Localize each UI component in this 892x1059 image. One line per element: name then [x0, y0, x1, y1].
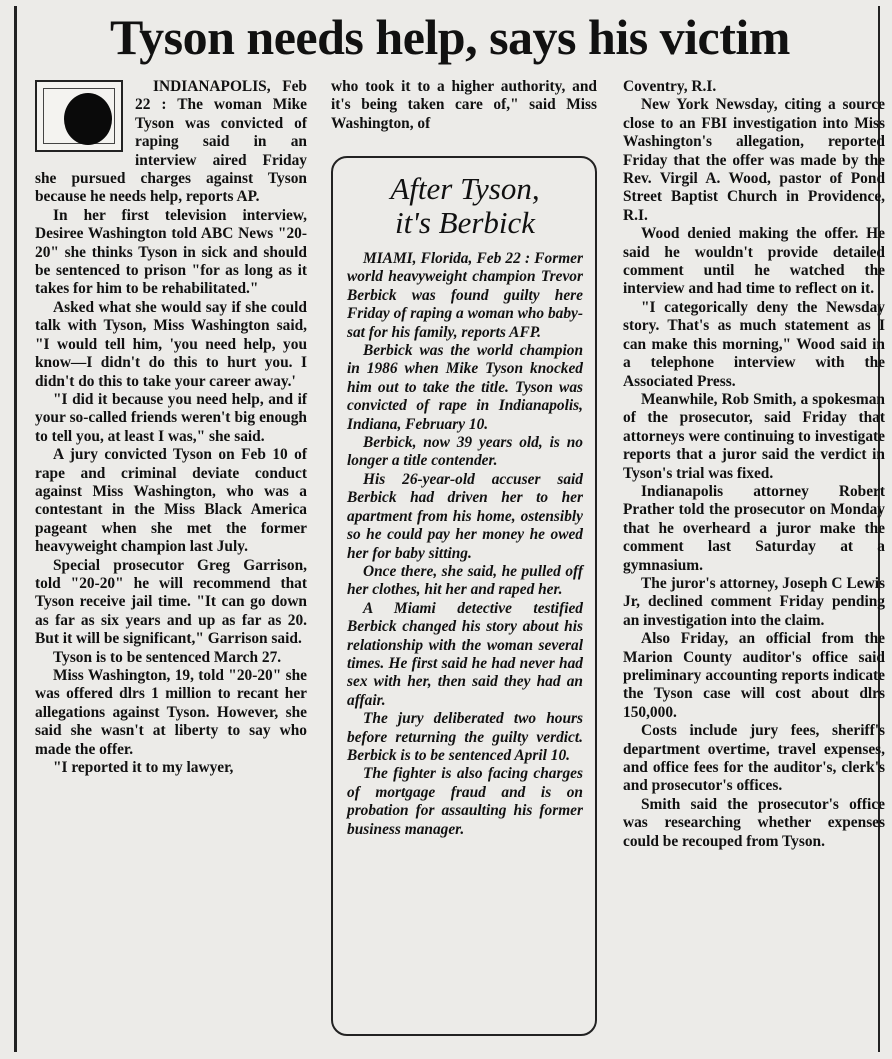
paragraph: A jury convicted Tyson on Feb 10 of rape and criminal deviate conduct against Miss Washington, who was a contestant in the Miss Black America pageant when she met the former heavyweight champion last July.	[35, 446, 307, 556]
article-column-2	[331, 78, 597, 133]
newspaper-clipping	[14, 6, 885, 1052]
paragraph: Tyson is to be sentenced March 27.	[53, 648, 282, 666]
paragraph: The juror's attorney, Joseph C Lewis Jr, declined comment Friday pending an investigation into the claim.	[623, 574, 885, 629]
paragraph: Miss Washington, 19, told "20-20" she was offered dlrs 1 million to recant her allegations against Tyson. However, she said she wasn't at liberty to say who made the offer.	[35, 667, 307, 758]
paragraph: "I categorically deny the Newsday story. That's as much statement as I can make this morning," Wood said in a telephone interview with the Associated Press.	[623, 298, 885, 390]
paragraph: "I did it because you need help, and if your so-called friends weren't big enough to tell you, at least I was," she said.	[35, 390, 307, 445]
sidebar-paragraph: Berbick, now 39 years old, is no longer a title contender.	[347, 434, 583, 470]
paragraph: Costs include jury fees, sheriff's department overtime, travel expenses, and office fees for the auditor's, clerk's and prosecutor's offices.	[623, 722, 885, 795]
paragraph: New York Newsday, citing a source close to an FBI investigation into Miss Washington's allegation, reported Friday that the offer was made by the Rev. Virgil A. Wood, pastor of Pond Street Baptist Church in Providence, R.I.	[623, 96, 885, 224]
article-column-3	[623, 78, 885, 851]
redacted-face	[64, 93, 112, 145]
headline: Tyson needs help, says his victim	[110, 9, 790, 65]
paragraph: "I reported it to my lawyer,	[53, 759, 234, 777]
photo-frame	[43, 88, 115, 144]
sidebar-paragraph: His 26-year-old accuser said Berbick had driven her to her apartment from his home, ostensibly so he could pay her money he owed her for baby sitting.	[347, 470, 583, 562]
sidebar-box	[331, 156, 597, 1036]
sidebar-title-line: it's Berbick	[394, 205, 536, 240]
paragraph: Special prosecutor Greg Garrison, told "20-20" he will recommend that Tyson receive jail time. "It can go down as far as six years and up as far as 20. But it will be significant," Garrison said.	[35, 556, 307, 648]
paragraph: who took it to a higher authority, and it's being taken care of," said Miss Washington, of	[331, 78, 597, 132]
paragraph: Smith said the prosecutor's office was researching whether expenses could be recouped from Tyson.	[623, 795, 885, 850]
paragraph: INDIANAPOLIS, Feb 22 : The woman Mike Tyson was convicted of raping said in an interview aired Friday she pursued charges against Tyson because he needs help, reports AP.	[35, 78, 307, 206]
sidebar-paragraph: Once there, she said, he pulled off her clothes, hit her and raped her.	[347, 562, 583, 599]
paragraph: Coventry, R.I.	[623, 78, 717, 95]
paragraph: Wood denied making the offer. He said he wouldn't provide detailed comment until he watched the interview and had time to reflect on it.	[623, 225, 885, 298]
sidebar-title	[347, 172, 583, 240]
article-column-1	[35, 78, 307, 777]
paragraph: Asked what she would say if she could talk with Tyson, Miss Washington said, "I would tell him, 'you need help, you know—I didn't do this to hurt you. I didn't do this to take your career away.'	[35, 298, 307, 390]
sidebar-paragraph: MIAMI, Florida, Feb 22 : Former world heavyweight champion Trevor Berbick was found guilty here Friday of raping a woman who baby-sat for his family, reports AFP.	[347, 250, 584, 341]
portrait-photo-icon	[35, 80, 123, 152]
paragraph: Meanwhile, Rob Smith, a spokesman of the prosecutor, said Friday that attorneys were continuing to investigate reports that a juror said the verdict in Tyson's trial was fixed.	[623, 390, 885, 482]
sidebar-paragraph: The jury deliberated two hours before returning the guilty verdict. Berbick is to be sentenced April 10.	[347, 710, 583, 764]
sidebar-paragraph: Berbick was the world champion in 1986 when Mike Tyson knocked him out to take the title. Tyson was convicted of rape in Indianapolis, Indiana, February 10.	[347, 342, 583, 433]
paragraph: Also Friday, an official from the Marion County auditor's office said preliminary accounting reports indicate the Tyson case will cost about dlrs 150,000.	[623, 630, 885, 721]
paragraph: Indianapolis attorney Robert Prather told the prosecutor on Monday that he overheard a juror make the comment last Saturday at a gymnasium.	[623, 482, 885, 574]
paragraph: In her first television interview, Desiree Washington told ABC News "20-20" she thinks Tyson in sick and should be sentenced to prison "for as long as it takes for him to be rehabilitated."	[35, 206, 307, 298]
sidebar-title-line: After Tyson,	[390, 171, 540, 206]
sidebar-paragraph: A Miami detective testified Berbick changed his story about his relationship with the woman several times. He first said he had never had sex with her, then said they had an affair.	[347, 599, 583, 709]
sidebar-paragraph: The fighter is also facing charges of mortgage fraud and is on probation for assaulting his former business manager.	[347, 765, 583, 838]
